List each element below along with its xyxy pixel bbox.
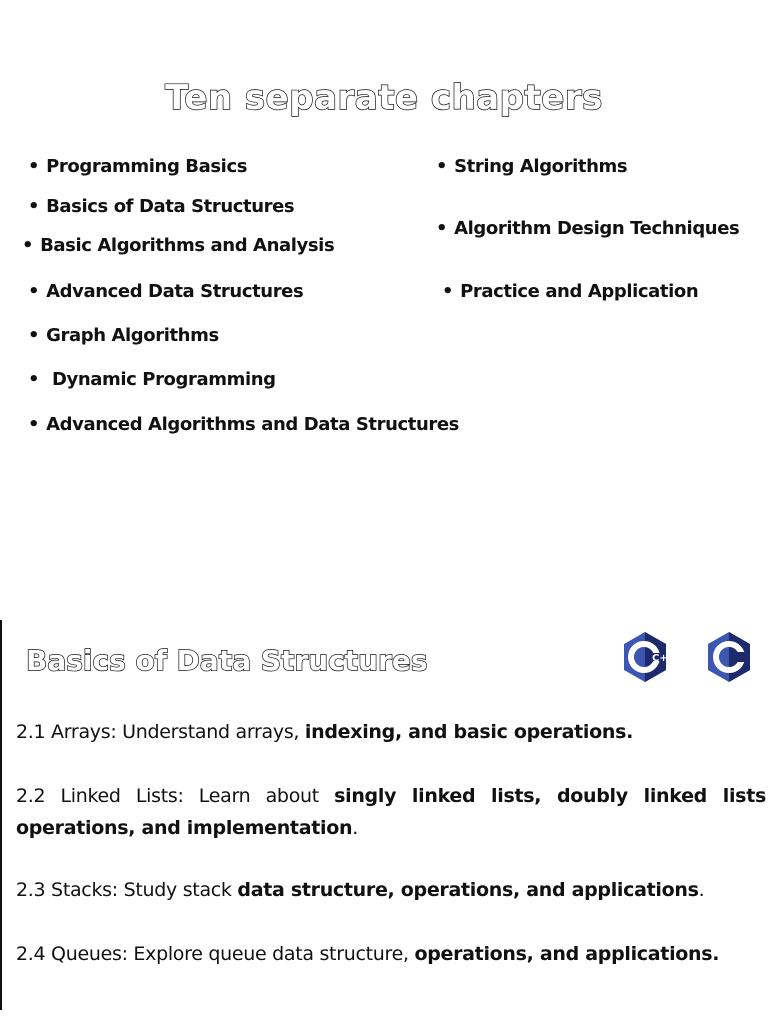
chapter-item: • Advanced Data Structures <box>28 281 304 302</box>
chapter-item: • Graph Algorithms <box>28 325 219 346</box>
chapter-label: Programming Basics <box>46 156 248 177</box>
chapter-label: Graph Algorithms <box>46 325 219 346</box>
chapter-label: Advanced Data Structures <box>46 281 304 302</box>
cpp-logo-icon <box>622 631 677 683</box>
chapter-label: Dynamic Programming <box>51 369 276 390</box>
topic-bold-text: singly linked lists, doubly linked lists operations, and implementation <box>16 785 766 839</box>
topic-plain-text: 2.3 Stacks: Study stack <box>16 879 238 901</box>
chapter-item: • Basic Algorithms and Analysis <box>22 235 335 256</box>
chapter-item: • Advanced Algorithms and Data Structures <box>28 414 459 435</box>
topic-bold-text: operations, and applications. <box>414 943 720 965</box>
chapter-item: • Dynamic Programming <box>28 369 276 390</box>
topic-plain-text: 2.2 Linked Lists: Learn about <box>16 785 335 807</box>
topic-plain-text: 2.4 Queues: Explore queue data structure, <box>16 943 415 965</box>
cpp-logo-text: C++ <box>652 653 677 664</box>
chapter-item: • String Algorithms <box>436 156 628 177</box>
topic-paragraph <box>16 716 766 748</box>
chapter-label: Basics of Data Structures <box>46 196 295 217</box>
slide-edge-line <box>0 620 2 1010</box>
topic-paragraph <box>16 938 766 970</box>
c-logo-text: C <box>720 662 721 663</box>
topic-tail-text: . <box>352 817 358 839</box>
topic-paragraph <box>16 874 766 906</box>
topic-plain-text: 2.1 Arrays: Understand arrays, <box>16 721 305 743</box>
topic-bold-text: indexing, and basic operations. <box>304 721 633 743</box>
topic-tail-text: . <box>698 879 705 901</box>
c-logo-icon <box>706 631 752 683</box>
chapter-label: String Algorithms <box>454 156 628 177</box>
topic-paragraph <box>16 780 766 844</box>
section-title: Basics of Data Structures <box>26 644 428 677</box>
chapter-item: • Algorithm Design Techniques <box>436 218 740 239</box>
chapter-label: Algorithm Design Techniques <box>454 218 740 239</box>
chapter-label: Advanced Algorithms and Data Structures <box>46 414 459 435</box>
chapter-label: Practice and Application <box>460 281 699 302</box>
chapter-item: • Practice and Application <box>442 281 699 302</box>
chapter-item: • Basics of Data Structures <box>28 196 295 217</box>
chapter-item: • Programming Basics <box>28 156 248 177</box>
chapter-label: Basic Algorithms and Analysis <box>40 235 335 256</box>
page-title: Ten separate chapters <box>165 78 603 118</box>
topic-bold-text: data structure, operations, and applications <box>237 879 699 901</box>
